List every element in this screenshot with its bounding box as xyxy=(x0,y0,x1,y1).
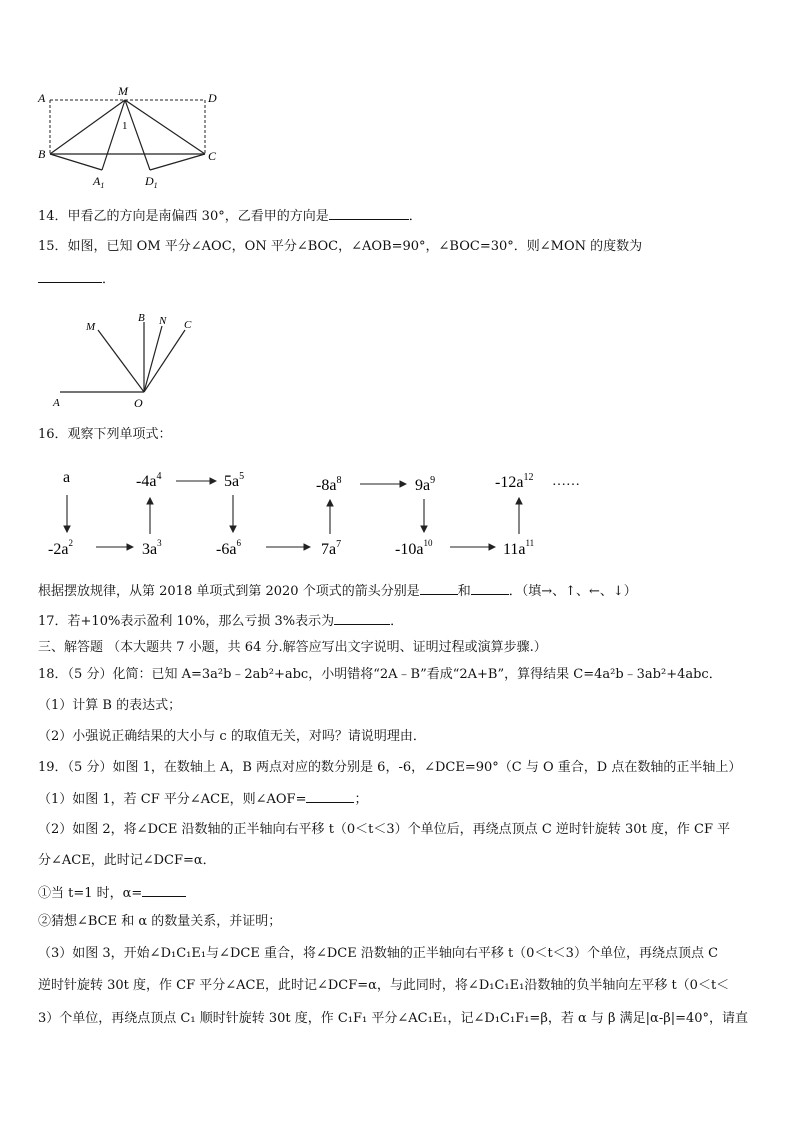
question-19-sub-ii: ②猜想∠BCE 和 α 的数量关系，并证明； xyxy=(38,914,282,929)
question-18-part-1: （1）计算 B 的表达式； xyxy=(38,698,182,713)
label-m: M xyxy=(118,84,128,98)
term-bottom-5: $-10a^{10}$ xyxy=(395,538,433,558)
label-d1: $D_1$ xyxy=(145,174,158,190)
term-top-4: $-8a^8$ xyxy=(316,475,342,494)
question-19-part-2: （2）如图 2，将∠DCE 沿数轴的正半轴向右平移 t（0＜t＜3）个单位后，再绕点顶点 C 逆时针旋转 30t 度，作 CF 平 xyxy=(38,822,731,837)
label-o: O xyxy=(134,396,143,410)
label-b: B xyxy=(38,147,46,161)
term-bottom-6: $11a^{11}$ xyxy=(503,538,535,558)
label-m: M xyxy=(86,321,96,333)
question-19: 19．（5 分）如图 1，在数轴上 A，B 两点对应的数分别是 6，-6，∠DCE=90°（C 与 O 重合，D 点在数轴的正半轴上） xyxy=(38,760,742,775)
question-19-part-2-cont: 分∠ACE，此时记∠DCF=α． xyxy=(38,853,216,868)
label-d: D xyxy=(208,91,217,105)
label-a: A xyxy=(38,91,46,105)
monomial-sequence-diagram xyxy=(38,462,618,562)
question-19-part-1: （1）如图 1，若 CF 平分∠ACE，则∠AOF= ； xyxy=(38,792,368,807)
angle-1-label: 1 xyxy=(122,120,128,132)
question-19-sub-i: ①当 t=1 时，α= xyxy=(38,884,186,903)
figure-rectangle-fold xyxy=(30,82,230,194)
label-n: N xyxy=(159,315,167,327)
question-15: 15．如图，已知 OM 平分∠AOC，ON 平分∠BOC，∠AOB=90°，∠BOC=30°．则∠MON 的度数为 xyxy=(38,239,643,254)
question-16-rule: 根据摆放规律，从第 2018 单项式到第 2020 个项式的箭头分别是 和 ．（填→、↑、←、↓） xyxy=(38,584,637,599)
term-top-3: $5a^5$ xyxy=(224,471,245,490)
question-19-part-3-cont-2: 3）个单位，再绕点顶点 C₁ 顺时针旋转 30t 度，作 C₁F₁ 平分∠AC₁E₁，记∠D₁C₁F₁=β，若 α 与 β 满足|α-β|=40°，请直 xyxy=(38,1011,749,1026)
ellipsis: …… xyxy=(552,474,580,489)
section-3-heading: 三、解答题 （本大题共 7 小题，共 64 分.解答应写出文字说明、证明过程或演算步骤.） xyxy=(38,640,547,655)
label-b: B xyxy=(138,312,145,324)
question-16: 16．观察下列单项式： xyxy=(38,427,172,442)
question-18: 18．（5 分）化简：已知 A=3a²b﹣2ab²+abc，小明错将“2A﹣B”看成“2A+B”，算得结果 C=4a²b﹣3ab²+4abc． xyxy=(38,667,722,682)
label-c: C xyxy=(184,319,192,331)
figure-angle-bisectors xyxy=(48,308,208,413)
question-19-part-3-cont-1: 逆时针旋转 30t 度，作 CF 平分∠ACE，此时记∠DCF=α，与此同时，将∠D₁C₁E₁沿数轴的负半轴向左平移 t（0＜t＜ xyxy=(38,978,730,993)
term-bottom-3: $-6a^6$ xyxy=(216,538,241,558)
term-bottom-1: $-2a^2$ xyxy=(48,538,73,558)
term-top-6: $-12a^{12}$ xyxy=(495,472,534,491)
label-a1: $A_1$ xyxy=(93,174,105,190)
question-14: 14．甲看乙的方向是南偏西 30°，乙看甲的方向是 ． xyxy=(38,209,422,224)
question-17: 17．若+10%表示盈利 10%，那么亏损 3%表示为 ． xyxy=(38,614,404,629)
question-15-blank: ． xyxy=(38,270,115,289)
question-19-part-3: （3）如图 3，开始∠D₁C₁E₁与∠DCE 重合，将∠DCE 沿数轴的正半轴向右平移 t（0＜t＜3）个单位，再绕点顶点 C xyxy=(38,946,719,961)
term-top-1: a xyxy=(63,469,71,486)
term-bottom-2: $3a^3$ xyxy=(142,538,162,558)
label-a: A xyxy=(53,397,60,409)
label-c: C xyxy=(208,149,217,163)
term-bottom-4: $7a^7$ xyxy=(321,539,342,558)
question-18-part-2: （2）小强说正确结果的大小与 c 的取值无关，对吗？请说明理由． xyxy=(38,729,426,744)
term-top-5: $9a^9$ xyxy=(415,475,436,494)
term-top-2: $-4a^4$ xyxy=(136,471,162,490)
